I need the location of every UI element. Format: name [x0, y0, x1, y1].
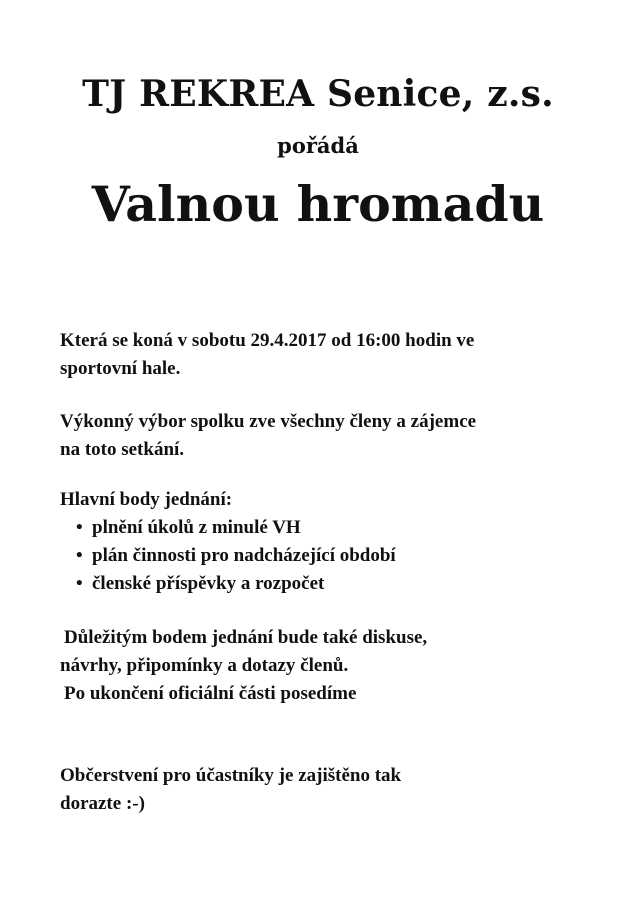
event-headline: Valnou hromadu [91, 175, 545, 233]
agenda-item [60, 570, 600, 598]
paragraph-when-line-1: Která se koná v sobotu 29.4.2017 od 16:00 hodin ve [60, 330, 475, 351]
organizer-verb: pořádá [277, 133, 359, 158]
agenda-item-text: členské příspěvky a rozpočet [92, 573, 325, 594]
paragraph-discussion-line-3: Po ukončení oficiální části posedíme [64, 683, 357, 704]
paragraph-discussion-line-2: návrhy, připomínky a dotazy členů. [60, 655, 349, 676]
agenda-item [60, 514, 600, 542]
bullet-icon: • [76, 545, 83, 566]
paragraph-refreshments-line-2: dorazte :-) [60, 793, 145, 814]
paragraph-refreshments-line-1: Občerstvení pro účastníky je zajištěno tak [60, 765, 402, 786]
agenda-heading: Hlavní body jednání: [60, 489, 233, 510]
agenda-item-text: plnění úkolů z minulé VH [92, 517, 301, 538]
paragraph-when [60, 327, 600, 383]
organizer-title: TJ REKREA Senice, z.s. [82, 73, 554, 115]
paragraph-discussion-line-1: Důležitým bodem jednání bude také diskuse, [64, 627, 428, 648]
paragraph-invite-line-2: na toto setkání. [60, 439, 185, 460]
paragraph-invite [60, 408, 600, 464]
paragraph-when-line-2: sportovní hale. [60, 358, 181, 379]
agenda-item [60, 542, 600, 570]
paragraph-refreshments [60, 762, 600, 818]
bullet-icon: • [76, 517, 83, 538]
agenda-item-text: plán činnosti pro nadcházející období [92, 545, 396, 566]
paragraph-invite-line-1: Výkonný výbor spolku zve všechny členy a zájemce [60, 411, 477, 432]
agenda-list [60, 514, 600, 598]
bullet-icon: • [76, 573, 83, 594]
paragraph-discussion [60, 624, 600, 708]
agenda-section [60, 486, 600, 598]
